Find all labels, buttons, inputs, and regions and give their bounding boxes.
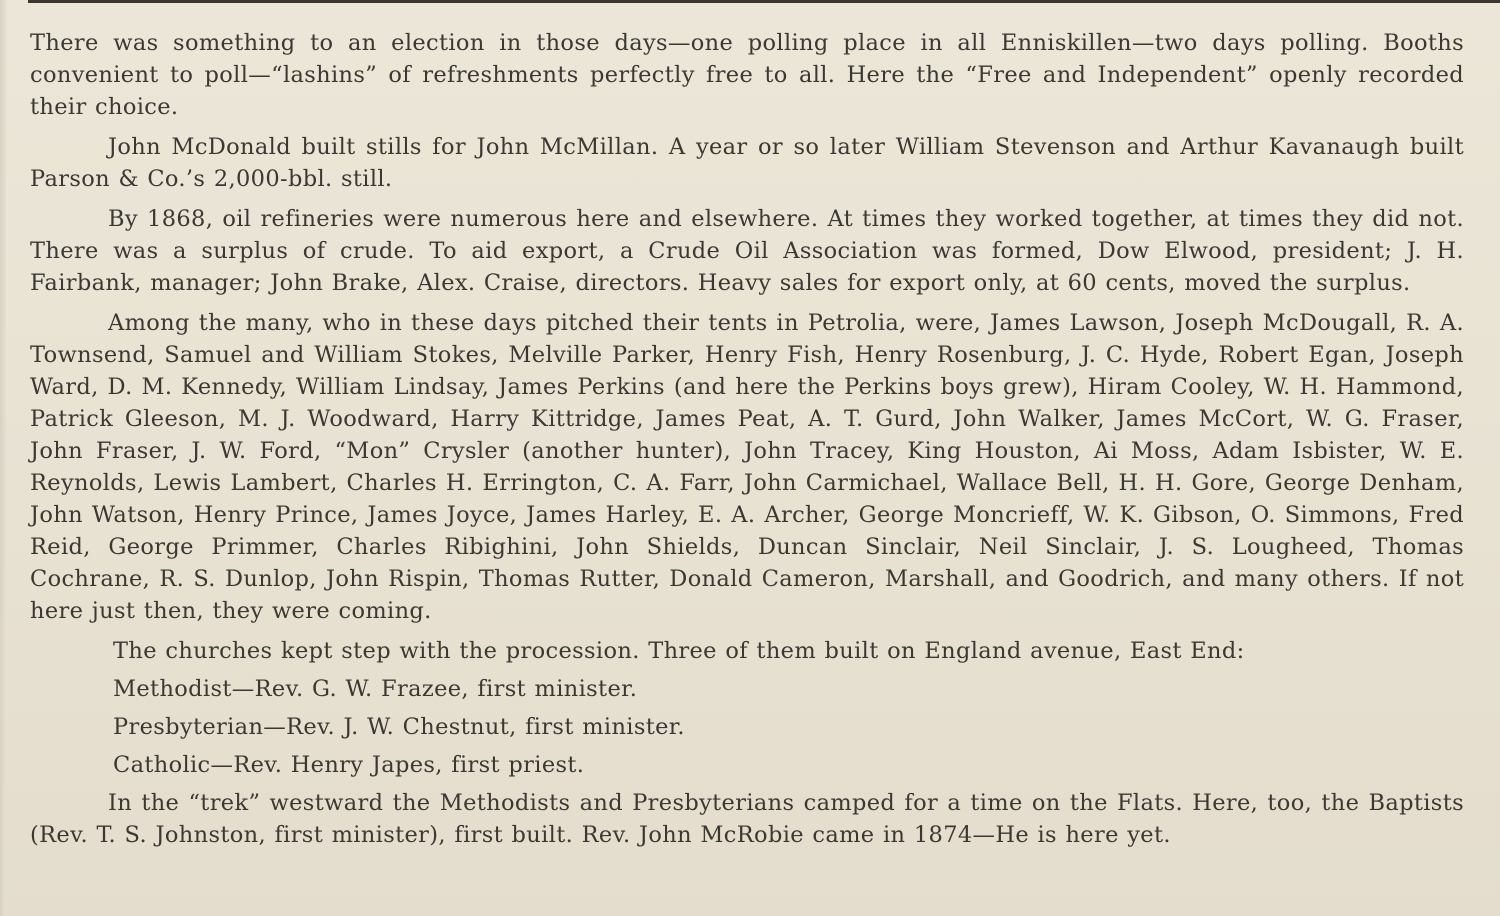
paragraph-election: There was something to an election in those days—one polling place in all Enniskillen—two days polling. Booths convenient to poll—“lashins” of refreshments perfectly free to all. Here the “Free and Independent” openly recorded their choice. [30, 30, 1464, 120]
church-methodist: Methodist—Rev. G. W. Frazee, first minister. [113, 676, 638, 702]
church-presbyterian: Presbyterian—Rev. J. W. Chestnut, first minister. [113, 714, 685, 740]
page-edge-shadow [0, 0, 6, 916]
paragraph-trek: In the “trek” westward the Methodists and Presbyterians camped for a time on the Flats. Here, too, the Baptists (Rev. T. S. Johnston, first minister), first built. Rev. John McRobie came in 1874—He is here yet. [30, 790, 1464, 848]
paragraph-settlers: Among the many, who in these days pitched their tents in Petrolia, were, James Lawson, Joseph McDougall, R. A. Townsend, Samuel and William Stokes, Melville Parker, Henry Fish, Henry Rosenburg, J. C. Hyde, Robert Egan, Joseph Ward, D. M. Kennedy, William Lindsay, James Perkins (and here the Perkins boys grew), Hiram Cooley, W. H. Hammond, Patrick Gleeson, M. J. Woodward, Harry Kittridge, James Peat, A. T. Gurd, John Walker, James McCort, W. G. Fraser, John Fraser, J. W. Ford, “Mon” Crysler (another hunter), John Tracey, King Houston, Ai Moss, Adam Isbister, W. E. Reynolds, Lewis Lambert, Charles H. Errington, C. A. Farr, John Carmichael, Wallace Bell, H. H. Gore, George Denham, John Watson, Henry Prince, James Joyce, James Harley, E. A. Archer, George Moncrieff, W. K. Gibson, O. Simmons, Fred Reid, George Primmer, Charles Ribighini, John Shields, Duncan Sinclair, Neil Sinclair, J. S. Lougheed, Thomas Cochrane, R. S. Dunlop, John Rispin, Thomas Rutter, Donald Cameron, Marshall, and Goodrich, and many others. If not here just then, they were coming. [30, 310, 1464, 624]
church-catholic: Catholic—Rev. Henry Japes, first priest. [113, 752, 585, 778]
paragraph-churches-intro: The churches kept step with the procession. Three of them built on England avenue, East End: [113, 638, 1245, 664]
body-text [30, 27, 1464, 859]
paragraph-stills: John McDonald built stills for John McMillan. A year or so later William Stevenson and Arthur Kavanaugh built Parson & Co.’s 2,000-bbl. still. [30, 134, 1464, 192]
paragraph-refineries: By 1868, oil refineries were numerous here and elsewhere. At times they worked together, at times they did not. There was a surplus of crude. To aid export, a Crude Oil Association was formed, Dow Elwood, president; J. H. Fairbank, manager; John Brake, Alex. Craise, directors. Heavy sales for export only, at 60 cents, moved the surplus. [30, 206, 1464, 296]
top-border-rule [28, 0, 1500, 3]
